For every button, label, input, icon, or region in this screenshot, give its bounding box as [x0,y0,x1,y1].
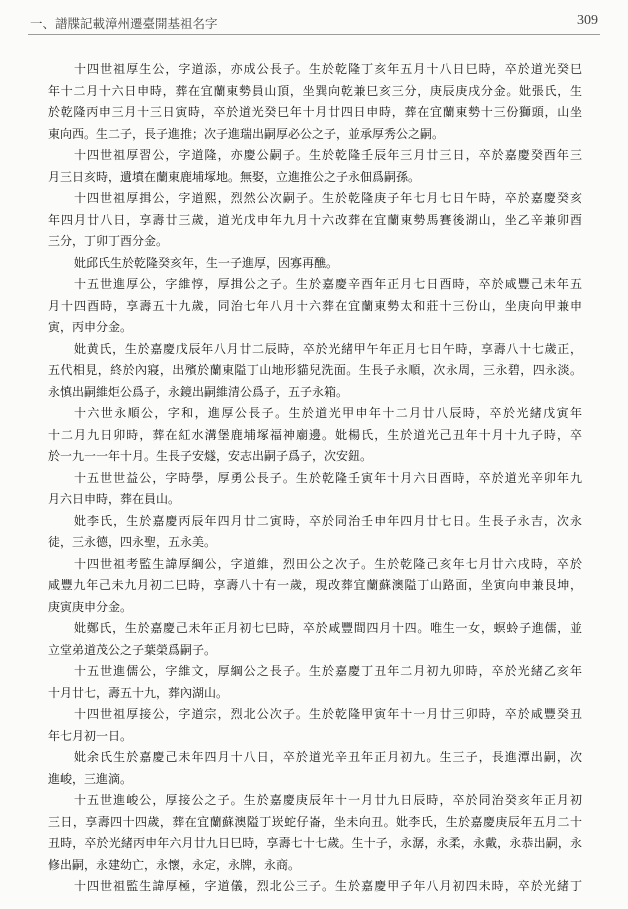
text-line: 修出嗣，永建幼亡，永懷，永定，永牌，永商。 [48,857,301,872]
text-line: 十四世祖厚習公，字道隆，亦慶公嗣子。生於乾隆壬辰年三月廿三日，卒於嘉慶癸酉年三 [74,148,582,162]
paragraph [48,790,582,876]
text-line: 十四世祖厚生公，字道添，亦成公長子。生於乾隆丁亥年五月十八日巳時，卒於道光癸巳 [74,62,582,76]
paragraph [48,274,582,339]
text-line: 庚寅庚申分金。 [48,599,133,614]
text-line: 永慎出嗣維炬公爲子，永鏡出嗣維清公爲子，五子永箱。 [48,384,349,399]
text-line: 三分，丁卯丁酉分金。 [48,234,169,248]
section-title: 一、譜牒記載漳州遷臺開基祖名字 [30,16,218,31]
text-line: 妣李氏，生於嘉慶丙辰年四月廿二寅時，卒於同治壬申年四月廿七日。生長子永吉，次永 [74,513,582,528]
text-line: 十五世世益公，字時學，厚勇公長子。生於乾隆壬寅年十月六日酉時，卒於道光辛卯年九 [74,470,582,485]
text-line: 於一九一一年十月。生長子安燧，安志出嗣子爲子，次安鈕。 [48,449,373,463]
running-header [28,10,600,35]
body-text [48,59,582,898]
text-line: 月三日亥時，遺墳在蘭東鹿埔塚地。無娶，立進推公之子永佃爲嗣孫。 [48,169,421,184]
paragraph [48,468,582,511]
page-number: 309 [577,13,598,28]
text-line: 十四世祖厚揖公，字道熙，烈然公次嗣子。生於乾隆庚子年七月七日午時，卒於嘉慶癸亥 [74,191,582,205]
text-line: 十四世祖監生諱厚極，字道儀，烈北公三子。生於嘉慶甲子年八月初四未時，卒於光緒丁 [74,879,582,893]
text-line: 年七月初一日。 [48,728,133,743]
text-line: 妣鄭氏，生於嘉慶己未年正月初七巳時，卒於咸豐間四月十四。唯生一女，螟蛉子進儒，並 [74,621,582,635]
paragraph [48,403,582,468]
text-line: 進峻，三進滴。 [48,771,133,786]
paragraph [48,145,582,188]
text-line: 年四月廿八日，享壽廿三歲，道光戊申年九月十六改葬在宜蘭東勢馬賽後湖山，坐乙辛兼卯酉 [48,212,582,227]
text-line: 十月廿七，壽五十九，葬內湖山。 [48,685,229,700]
text-line: 東向西。生二子，長子進推；次子進瑞出嗣厚必公之子，並承厚秀公之嗣。 [48,126,445,141]
text-line: 寅，丙申分金。 [48,320,133,334]
text-line: 五代相見，終於內寢，出殯於蘭東隘丁山地形貓兒洗面。生長子永順，次永周，三永碧，四永淡。 [48,363,582,377]
paragraph [48,747,582,790]
text-line: 十六世永順公，字和，進厚公長子。生於道光甲申年十二月廿八辰時，卒於光緒戊寅年 [74,406,582,420]
paragraph [48,554,582,619]
paragraph [48,876,582,898]
text-line: 十五世進厚公，字維惇，厚揖公之子。生於嘉慶辛酉年正月七日酉時，卒於咸豐己未年五 [74,277,582,291]
paragraph [48,253,582,275]
text-line: 十四世祖考監生諱厚綱公，字道維，烈田公之次子。生於乾隆己亥年七月廿六戌時，卒於 [74,556,582,571]
text-line: 十五世進峻公，厚接公之子。生於嘉慶庚辰年十一月廿九日辰時，卒於同治癸亥年正月初 [74,793,582,807]
text-line: 立堂弟道茂公之子葉榮爲嗣子。 [48,642,217,657]
text-line: 月十四酉時，享壽五十九歲，同治七年八月十六葬在宜蘭東勢太和莊十三份山，坐庚向甲兼申 [48,298,582,313]
paragraph [48,704,582,747]
text-line: 十四世祖厚接公，字道宗，烈北公次子。生於乾隆甲寅年十一月廿三卯時，卒於咸豐癸丑 [74,707,582,721]
text-line: 十五世進儒公，字維文，厚綱公之長子。生於嘉慶丁丑年二月初九卯時，卒於光緒乙亥年 [74,664,582,678]
paragraph [48,59,582,145]
text-line: 徒，三永德，四永聖，五永美。 [48,535,217,549]
text-line: 三日，享壽四十四歲，葬在宜蘭蘇澳隘丁崁蛇仔崙，坐未向丑。妣李氏，生於嘉慶庚辰年五月二十 [48,814,582,829]
text-line: 咸豐九年己未九月初二巳時，享壽八十有一歲，現改葬宜蘭蘇澳隘丁山路面，坐寅向申兼艮坤， [48,578,582,592]
paragraph [48,618,582,661]
text-line: 丑時，卒於光緒丙申年六月廿九日巳時，享壽七十七歲。生十子，永潺，永柔，永戴，永恭出嗣，永 [48,836,582,850]
text-line: 妣余氏生於嘉慶己未年四月十八日，卒於道光辛丑年正月初九。生三子，長進潭出嗣，次 [74,750,582,764]
text-line: 月六日申時，葬在員山。 [48,492,181,506]
text-line: 妣邱氏生於乾隆癸亥年，生一子進厚，因寡再醮。 [74,255,339,270]
paragraph [48,188,582,253]
text-line: 十二月九日卯時，葬在紅水溝堡鹿埔塚福神廟邊。妣楊氏，生於道光己丑年十月十九子時，卒 [48,427,582,442]
paragraph [48,511,582,554]
paragraph [48,339,582,404]
paragraph [48,661,582,704]
text-line: 年十二月十六日申時，葬在宜蘭東勢員山頂，坐巽向乾兼巳亥三分，庚辰庚戌分金。妣張氏，生 [48,83,582,98]
text-line: 於乾隆丙申三月十三日寅時，卒於道光癸巳年十月廿四日申時，葬在宜蘭東勢十三份獅頭，山坐 [48,105,582,119]
text-line: 妣黄氏，生於嘉慶戊辰年八月廿二辰時，卒於光緒甲午年正月七日午時，享壽八十七歲正， [74,341,582,356]
